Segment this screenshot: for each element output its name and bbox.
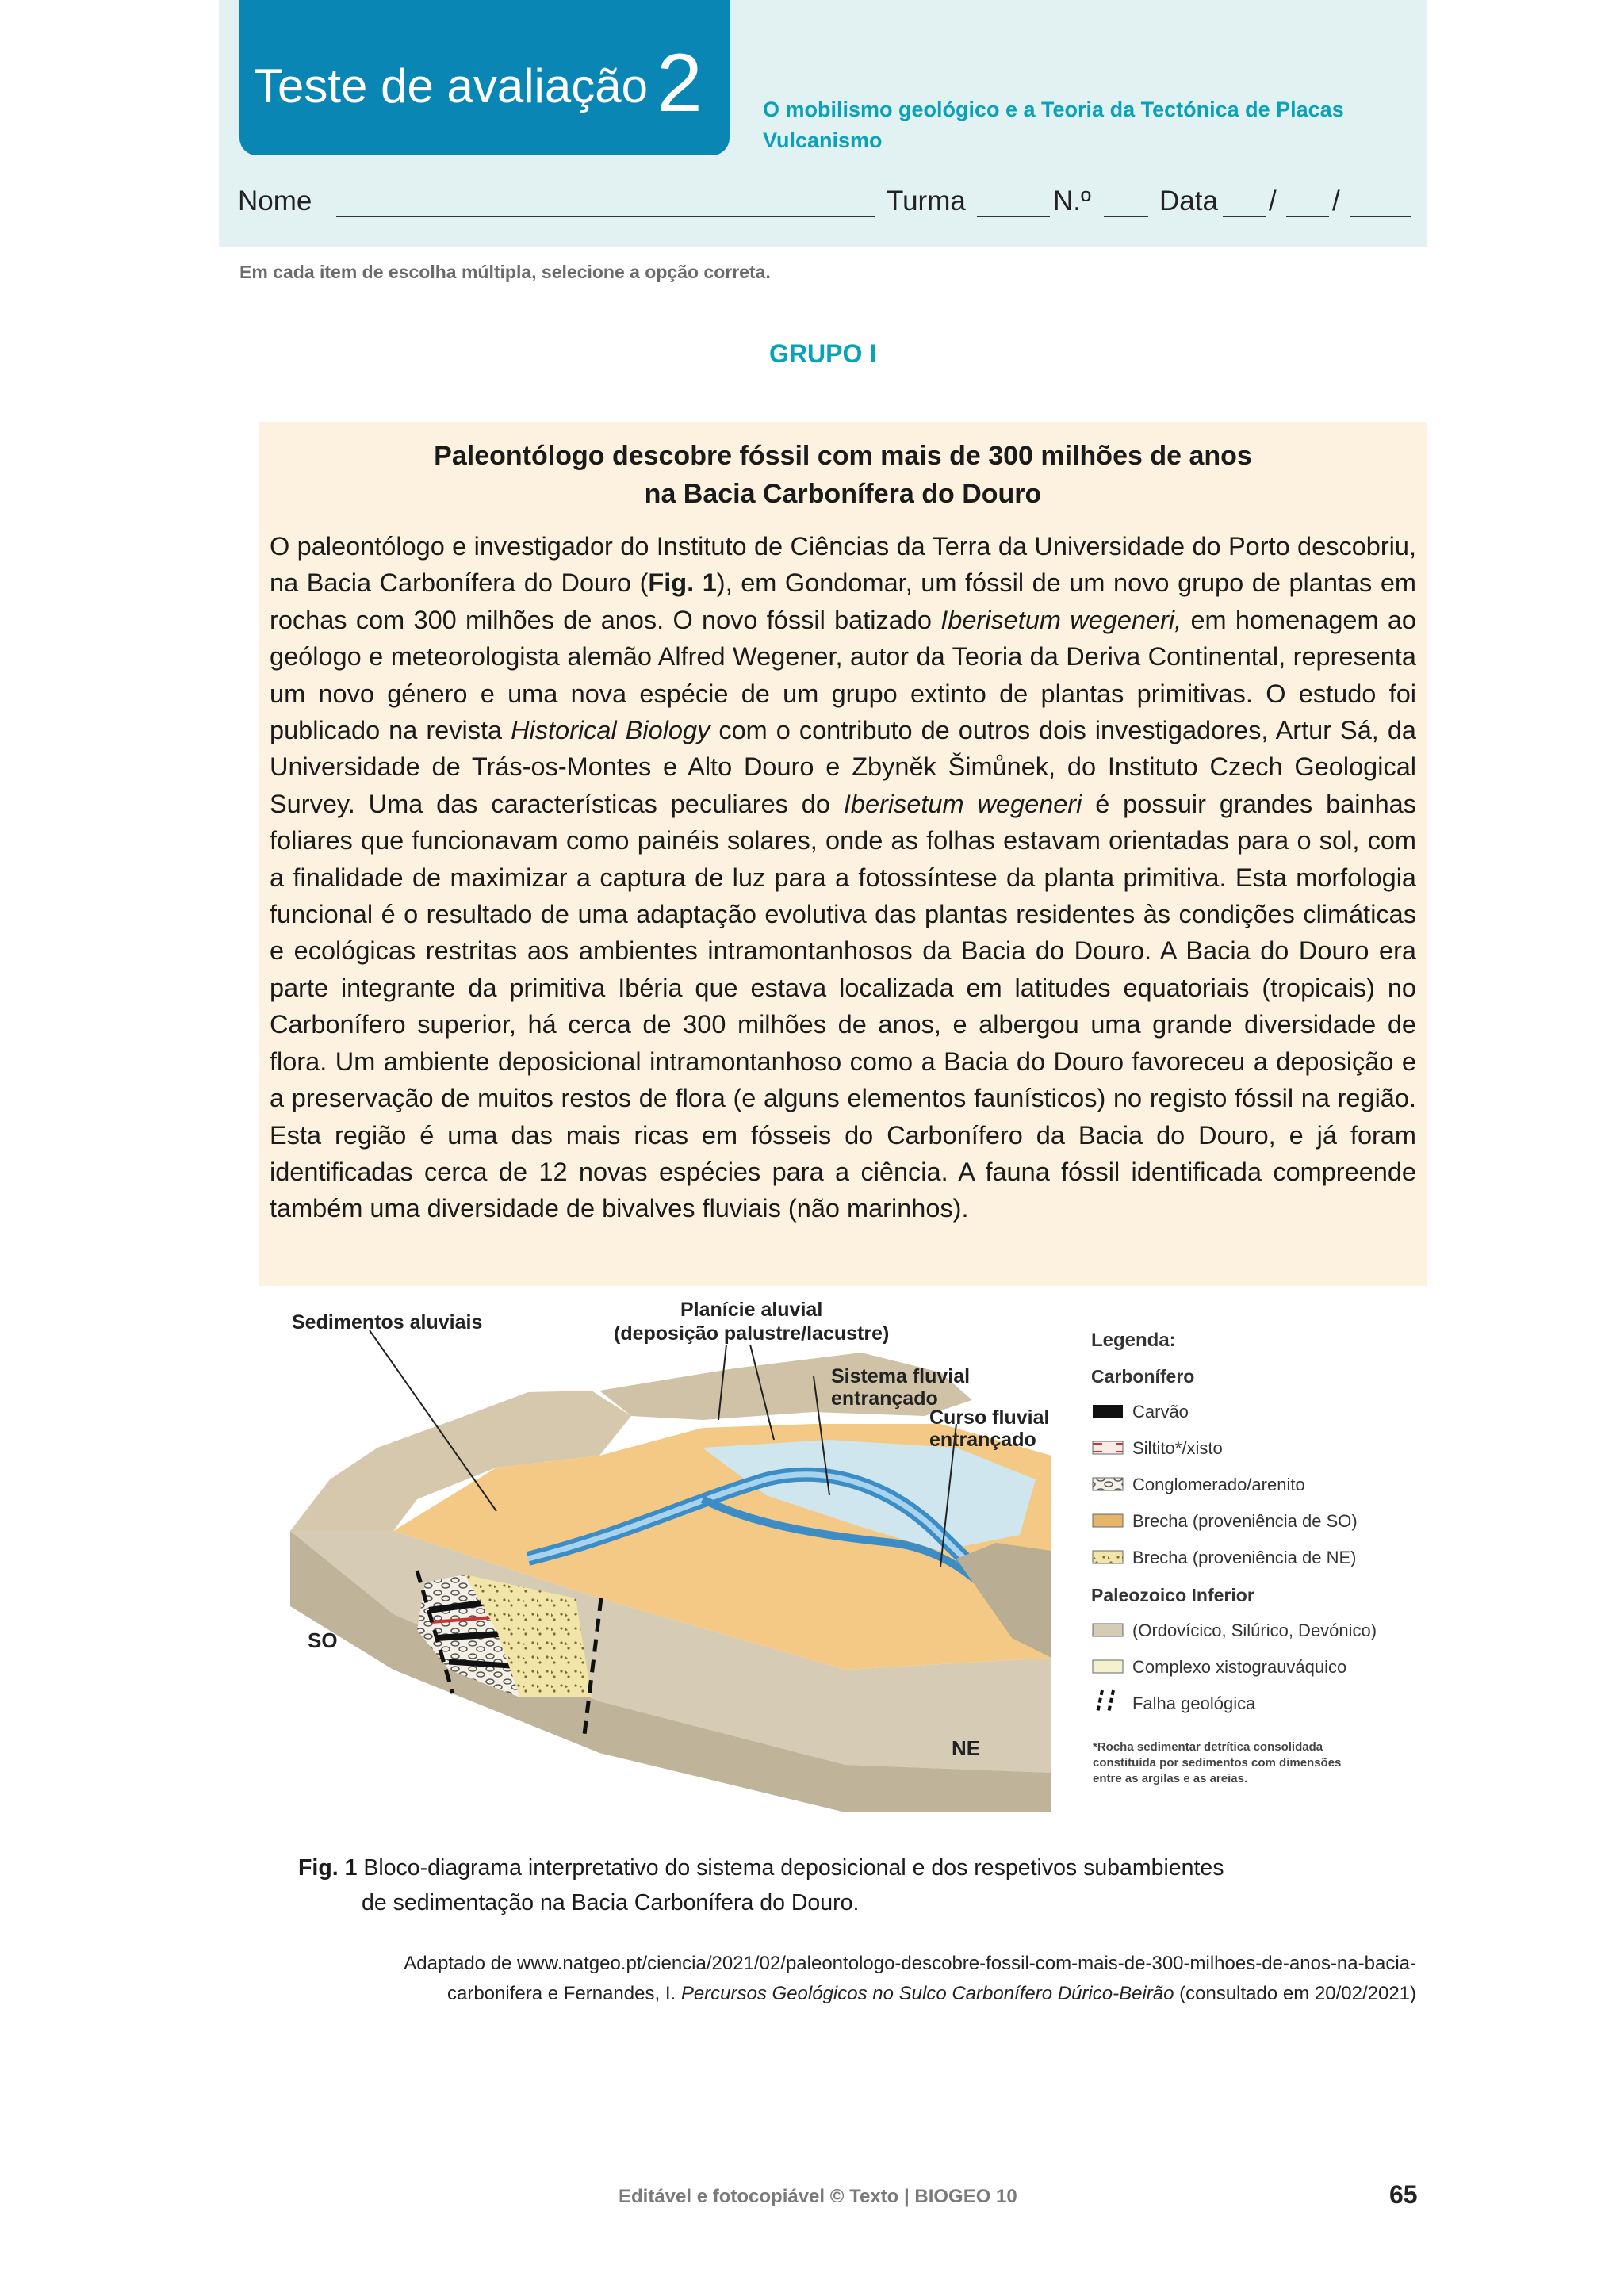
date-year-field[interactable] bbox=[1350, 216, 1411, 217]
date-separator: / bbox=[1269, 186, 1277, 216]
legend-ordovician: (Ordovícico, Silúrico, Devónico) bbox=[1132, 1621, 1377, 1640]
date-day-field[interactable] bbox=[1223, 216, 1266, 217]
class-field[interactable] bbox=[977, 216, 1050, 217]
legend-swatch-complex bbox=[1093, 1660, 1123, 1673]
legend-note: constituída por sedimentos com dimensões bbox=[1093, 1756, 1342, 1770]
source-date: (consultado em 20/02/2021) bbox=[1174, 1983, 1416, 2004]
article-text: ), em Gondomar, um fóssil de um novo grupo de plantas em rochas com 300 milhões de anos. O novo fóssil batizado bbox=[270, 568, 1416, 634]
caption-label: Fig. 1 bbox=[298, 1855, 358, 1881]
label-braided-course: Curso fluvial bbox=[929, 1406, 1050, 1429]
article-title-line1: Paleontólogo descobre fóssil com mais de 300 milhões de anos bbox=[434, 441, 1252, 471]
legend-siltite: Siltito*/xisto bbox=[1132, 1438, 1223, 1458]
class-label: Turma bbox=[887, 186, 966, 216]
legend-note: entre as argilas e as areias. bbox=[1093, 1772, 1248, 1785]
name-label: Nome bbox=[238, 186, 312, 216]
page-number: 65 bbox=[1389, 2180, 1418, 2209]
legend-swatch-breccia-ne bbox=[1093, 1551, 1123, 1563]
test-title: Teste de avaliação bbox=[254, 59, 648, 113]
label-so: SO bbox=[308, 1628, 338, 1652]
test-number: 2 bbox=[657, 37, 703, 129]
date-label: Data bbox=[1159, 186, 1218, 216]
legend-carbon-title: Carbonífero bbox=[1091, 1366, 1195, 1387]
date-separator: / bbox=[1332, 186, 1340, 216]
legend-swatch-siltite bbox=[1093, 1441, 1123, 1454]
figure-reference: Fig. 1 bbox=[648, 568, 717, 598]
legend-fault: Falha geológica bbox=[1132, 1693, 1256, 1713]
label-braided-system: Sistema fluvial bbox=[831, 1365, 971, 1387]
label-sediments: Sedimentos aluviais bbox=[292, 1311, 483, 1334]
article-text: com o contributo de outros dois investigadores, Artur Sá, da Universidade de Trás-os-Montes e Alto Douro e Zbyněk Šimůnek, do Instituto Czech Geological Survey. Uma das características peculiares do bbox=[270, 716, 1416, 818]
number-field[interactable] bbox=[1104, 216, 1148, 217]
caption-text: Bloco-diagrama interpretativo do sistema deposicional e dos respetivos subambientes bbox=[357, 1855, 1224, 1881]
legend-swatch-ordovician bbox=[1093, 1624, 1123, 1636]
subtitle-topic: O mobilismo geológico e a Teoria da Tectónica de Placas bbox=[763, 98, 1344, 121]
article-title-line2: na Bacia Carbonífera do Douro bbox=[644, 479, 1042, 509]
date-month-field[interactable] bbox=[1286, 216, 1329, 217]
coal-layer bbox=[449, 1662, 511, 1666]
legend-note: *Rocha sedimentar detrítica consolidada bbox=[1093, 1740, 1323, 1754]
subtitle-topic-2: Vulcanismo bbox=[763, 128, 883, 152]
label-plain-2: (deposição palustre/lacustre) bbox=[614, 1322, 890, 1345]
instruction-text: Em cada item de escolha múltipla, selecione a opção correta. bbox=[239, 262, 771, 282]
coal-layer bbox=[437, 1634, 500, 1638]
legend-swatch-coal bbox=[1093, 1405, 1123, 1418]
label-braided-course-2: entrançado bbox=[929, 1429, 1036, 1451]
label-plain: Planície aluvial bbox=[680, 1299, 823, 1321]
legend bbox=[1091, 1330, 1377, 1785]
legend-swatch-breccia-so bbox=[1093, 1514, 1123, 1527]
legend-swatch-conglomerate bbox=[1093, 1478, 1123, 1490]
legend-conglomerate: Conglomerado/arenito bbox=[1132, 1475, 1305, 1494]
article-text: é possuir grandes bainhas foliares que funcionavam como painéis solares, onde as folhas estavam orientadas para o sol, com a finalidade de maximizar a captura de luz para a fotossíntese da planta primitiva. Esta morfologia funcional é o resultado de uma adaptação evolutiva das plantas residentes às condições climáticas e ecológicas restritas aos ambientes intramontanhosos da Bacia do Douro. A Bacia do Douro era parte integrante da primitiva Ibéria que estava localizada em latitudes equatoriais (tropicais) no Carbonífero superior, há cerca de 300 milhões de anos, e albergou uma grande diversidade de flora. Um ambiente deposicional intramontanhoso como a Bacia do Douro favoreceu a deposição e a preservação de muitos restos de flora (e alguns elementos faunísticos) no registo fóssil na região. Esta região é uma das mais ricas em fósseis do Carbonífero da Bacia do Douro, e já foram identificadas cerca de 12 novas espécies para a ciência. A fauna fóssil identificada compreende também uma diversidade de bivalves fluviais (não marinhos). bbox=[270, 789, 1416, 1223]
legend-fault-icon bbox=[1097, 1690, 1113, 1712]
article-text: O paleontólogo e investigador do Instituto de Ciências da Terra da Universidade do Porto descobriu, na Bacia Carbonífera do Douro ( bbox=[270, 532, 1416, 598]
name-field[interactable] bbox=[336, 216, 875, 217]
group-title: GRUPO I bbox=[769, 339, 877, 368]
source-book-title: Percursos Geológicos no Sulco Carbonífero Dúrico-Beirão bbox=[680, 1983, 1174, 2004]
source-line1: Adaptado de www.natgeo.pt/ciencia/2021/02/paleontologo-descobre-fossil-com-mais-de-300-milhoes-de-anos-na-bacia- bbox=[404, 1953, 1416, 1974]
label-ne: NE bbox=[952, 1736, 981, 1760]
legend-breccia-ne: Brecha (proveniência de NE) bbox=[1132, 1548, 1357, 1567]
legend-coal: Carvão bbox=[1132, 1402, 1189, 1422]
article-paragraph bbox=[270, 528, 1416, 1227]
journal-name: Historical Biology bbox=[511, 716, 710, 745]
article-text: em homenagem ao geólogo e meteorologista alemão Alfred Wegener, autor da Teoria da Deriva Continental, representa um novo género e uma nova espécie de um grupo extinto de plantas primitivas. O estudo foi publicado na revista bbox=[270, 605, 1416, 745]
legend-paleo-title: Paleozoico Inferior bbox=[1091, 1585, 1254, 1605]
legend-complex: Complexo xistograuváquico bbox=[1132, 1657, 1347, 1677]
species-name: Iberisetum wegeneri bbox=[843, 789, 1082, 818]
footer-text: Editável e fotocopiável © Texto | BIOGEO 10 bbox=[619, 2186, 1017, 2207]
source-line2: carbonifera e Fernandes, I. bbox=[446, 1983, 681, 2004]
species-name: Iberisetum wegeneri, bbox=[940, 605, 1182, 634]
figure-caption bbox=[298, 1850, 1377, 1920]
label-braided-system-2: entrançado bbox=[831, 1387, 938, 1410]
number-label: N.º bbox=[1053, 186, 1091, 216]
legend-title: Legenda: bbox=[1091, 1330, 1176, 1351]
source-citation bbox=[270, 1949, 1416, 2009]
caption-text-2: de sedimentação na Bacia Carbonífera do Douro. bbox=[362, 1890, 860, 1915]
legend-breccia-so: Brecha (proveniência de SO) bbox=[1132, 1511, 1358, 1531]
block-diagram bbox=[259, 1297, 1427, 1836]
